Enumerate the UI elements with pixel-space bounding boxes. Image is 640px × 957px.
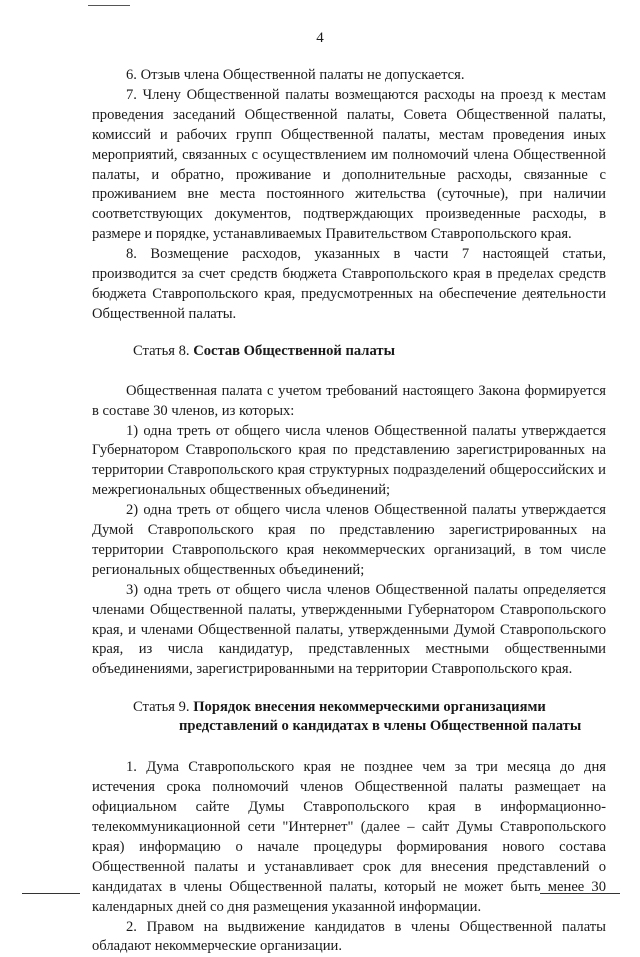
article-9-title-line1: Порядок внесения некоммерческими организациями [193, 699, 546, 716]
scan-artifact-line [22, 893, 80, 894]
page-number: 4 [316, 30, 324, 46]
paragraph-7: 7. Члену Общественной палаты возмещаются расходы на проезд к местам проведения заседаний Общественной палаты, Совета Общественной палаты, комиссий и рабочих групп Общественной палаты, местам проведения иных мероприятий, связанных с осуществлением им полномочий члена Общественной палаты, и обратно, проживание и дополнительные расходы, связанные с проживанием вне места постоянного жительства (суточные), при наличии соответствующих документов, подтверждающих произведенные расходы, в размере и порядке, устанавливаемых Правительством Ставропольского края. [92, 86, 606, 243]
article-8-item-3: 3) одна треть от общего числа членов Общественной палаты определяется членами Общественной палаты, утвержденными Губернатором Ставропольского края, и членами Общественной палаты, утвержденными Думой Ставропольского края, из числа кандидатур, представленных местными общественными объединениями, зарегистрированными на территории Ставропольского края. [92, 581, 606, 678]
article-8-intro: Общественная палата с учетом требований настоящего Закона формируется в составе 30 членов, из которых: [92, 382, 606, 419]
article-8-label: Статья 8. [133, 342, 194, 359]
article-9-part-1: 1. Дума Ставропольского края не позднее чем за три месяца до дня истечения срока полномочий членов Общественной палаты размещает на официальном сайте Думы Ставропольского края в информационно-телекоммуникационной сети "Интернет" (далее – сайт Думы Ставропольского края) информацию о начале процедуры формирования нового состава Общественной палаты и устанавливает срок для внесения представлений о кандидатах в члены Общественной палаты, который не может быть менее 30 календарных дней со дня размещения указанной информации. [92, 759, 606, 915]
scan-artifact-line [88, 5, 130, 6]
paragraph-8: 8. Возмещение расходов, указанных в части 7 настоящей статьи, производится за счет средств бюджета Ставропольского края в пределах средств бюджета Ставропольского края, предусмотренных на обеспечение деятельности Общественной палаты. [92, 246, 606, 322]
article-8-item-1: 1) одна треть от общего числа членов Общественной палаты утверждается Губернатором Ставропольского края по представлению зарегистрированных на территории Ставропольского края структурных подразделений общероссийских и межрегиональных общественных объединений; [92, 422, 606, 499]
paragraph-6: 6. Отзыв члена Общественной палаты не допускается. [126, 67, 465, 83]
article-9-part-2: 2. Правом на выдвижение кандидатов в члены Общественной палаты обладают некоммерческие организации. [92, 918, 606, 955]
article-8-title: Состав Общественной палаты [193, 342, 395, 359]
article-8-heading [92, 342, 606, 362]
article-9-heading [92, 698, 606, 736]
document-body [92, 66, 606, 957]
article-9-label: Статья 9. [133, 699, 194, 716]
article-9-title-line2: представлений о кандидатах в члены Общественной палаты [179, 718, 582, 735]
article-8-item-2: 2) одна треть от общего числа членов Общественной палаты утверждается Думой Ставропольского края по представлению зарегистрированных на территории Ставропольского края некоммерческих организаций, в том числе региональных общественных объединений; [92, 502, 606, 578]
